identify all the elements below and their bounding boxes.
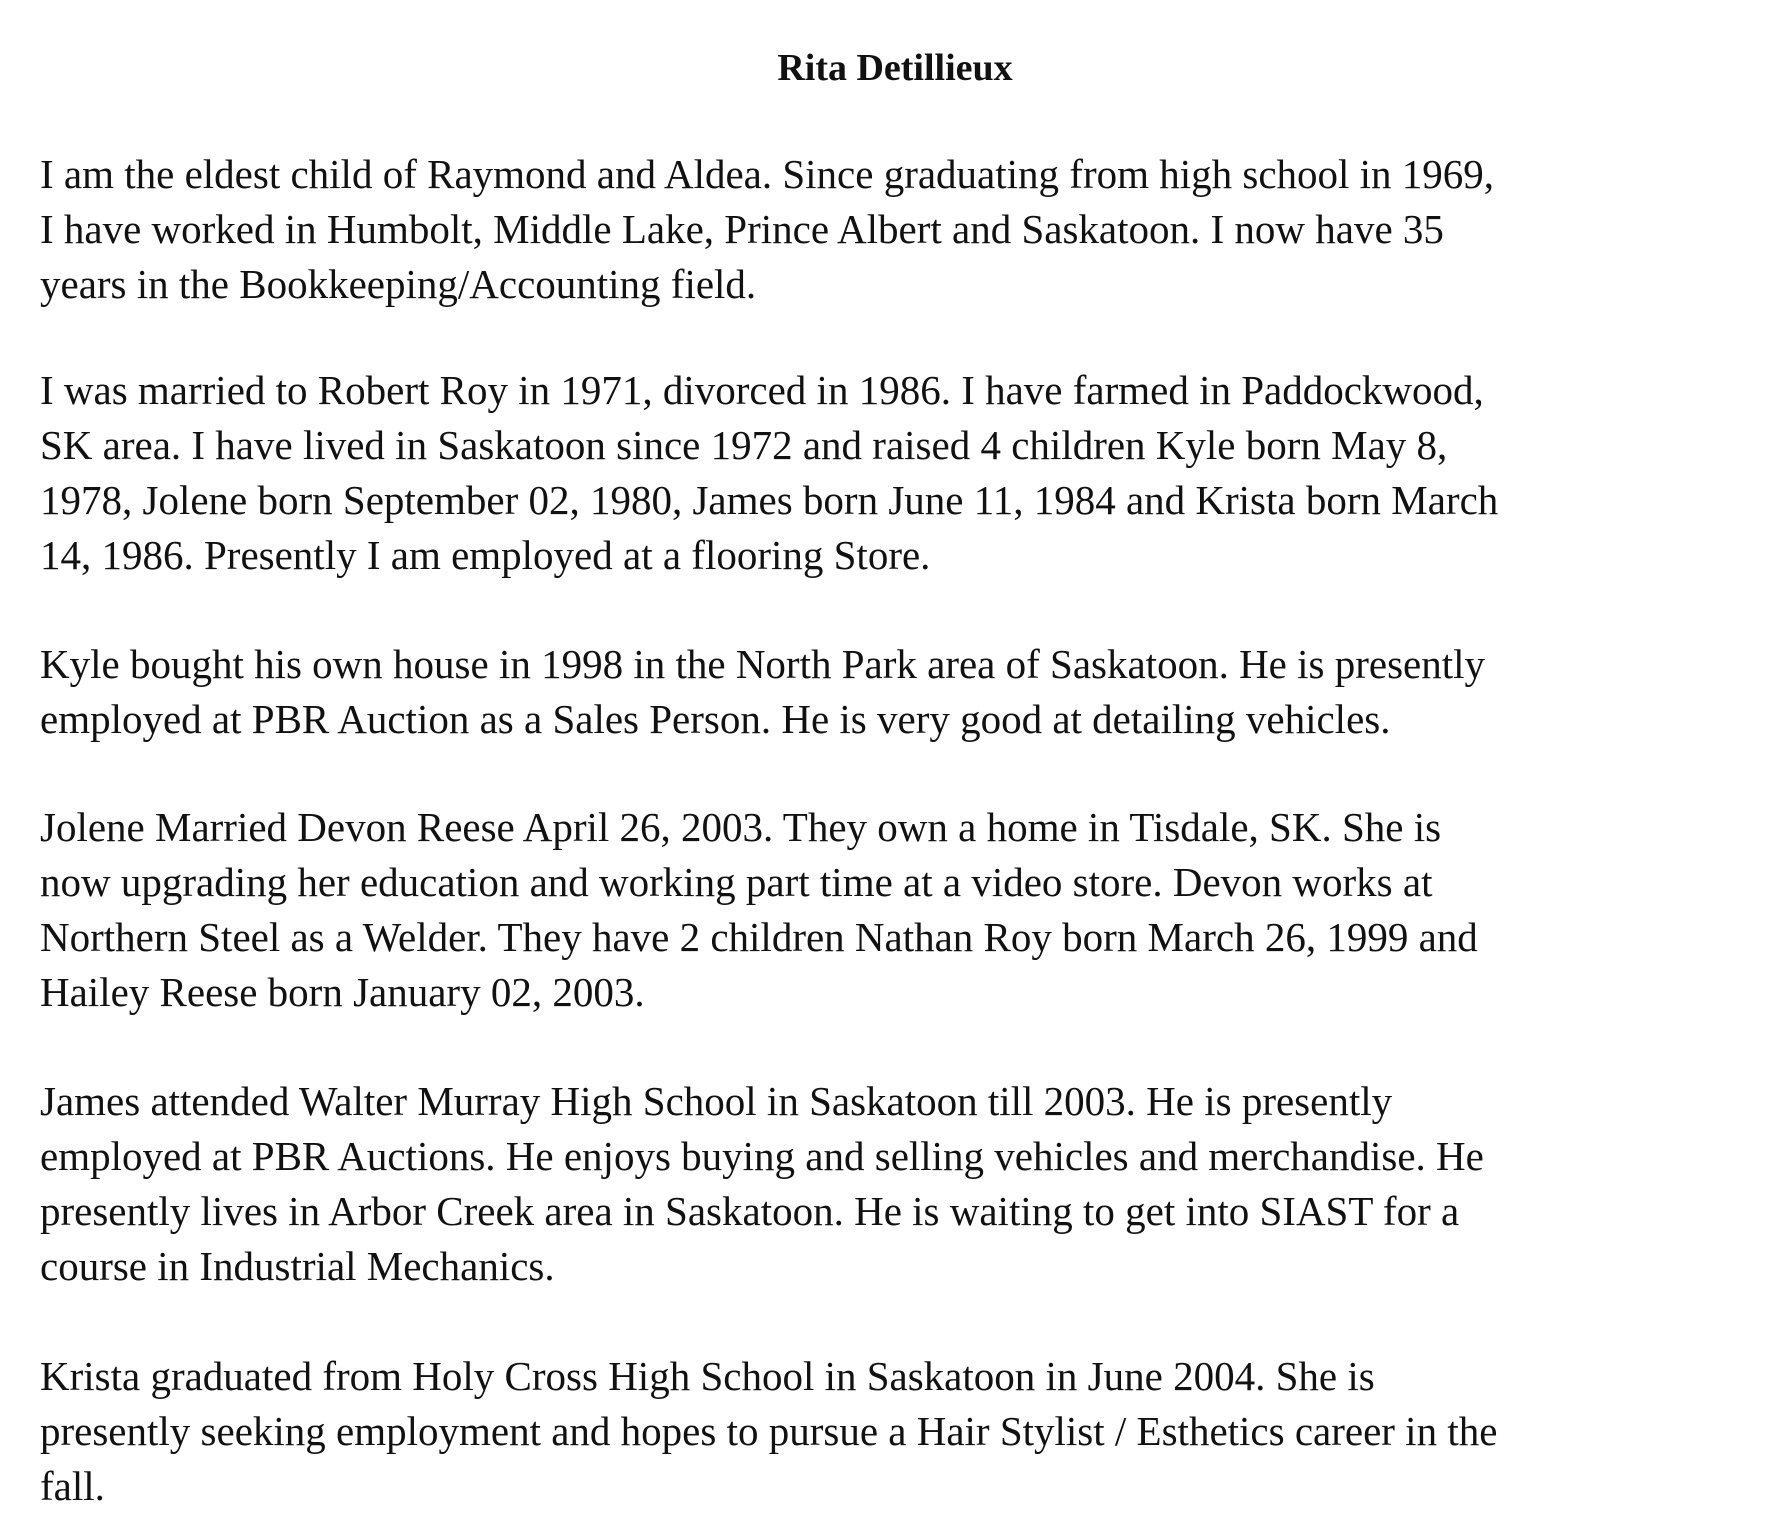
paragraph-eldest-child — [40, 147, 1494, 312]
text-line: Jolene Married Devon Reese April 26, 2003. They own a home in Tisdale, SK. She is — [40, 804, 1442, 850]
text-line: employed at PBR Auctions. He enjoys buying and selling vehicles and merchandise. He — [40, 1133, 1484, 1179]
text-line: Kyle bought his own house in 1998 in the North Park area of Saskatoon. He is presently — [40, 641, 1486, 687]
text-line: Hailey Reese born January 02, 2003. — [40, 969, 645, 1015]
text-line: presently seeking employment and hopes to pursue a Hair Stylist / Esthetics career in the — [40, 1408, 1498, 1454]
text-line: years in the Bookkeeping/Accounting field. — [40, 261, 757, 307]
text-line: 14, 1986. Presently I am employed at a flooring Store. — [40, 532, 931, 578]
text-line: presently lives in Arbor Creek area in Saskatoon. He is waiting to get into SIAST for a — [40, 1188, 1460, 1234]
paragraph-kyle — [40, 637, 1485, 747]
text-line: SK area. I have lived in Saskatoon since 1972 and raised 4 children Kyle born May 8, — [40, 422, 1448, 468]
paragraph-marriage-children — [40, 363, 1498, 583]
text-line: course in Industrial Mechanics. — [40, 1243, 555, 1289]
paragraph-james — [40, 1074, 1484, 1294]
document-title: Rita Detillieux — [777, 47, 1013, 89]
text-line: now upgrading her education and working part time at a video store. Devon works at — [40, 859, 1433, 905]
text-line: I have worked in Humbolt, Middle Lake, Prince Albert and Saskatoon. I now have 35 — [40, 206, 1444, 252]
paragraph-jolene — [40, 800, 1478, 1020]
paragraph-krista — [40, 1349, 1497, 1514]
text-line: employed at PBR Auction as a Sales Person. He is very good at detailing vehicles. — [40, 696, 1391, 742]
text-line: Krista graduated from Holy Cross High School in Saskatoon in June 2004. She is — [40, 1353, 1375, 1399]
text-line: 1978, Jolene born September 02, 1980, James born June 11, 1984 and Krista born March — [40, 477, 1499, 523]
text-line: James attended Walter Murray High School in Saskatoon till 2003. He is presently — [40, 1078, 1393, 1124]
text-line: I am the eldest child of Raymond and Aldea. Since graduating from high school in 1969, — [40, 151, 1495, 197]
text-line: Northern Steel as a Welder. They have 2 children Nathan Roy born March 26, 1999 and — [40, 914, 1478, 960]
text-line: fall. — [40, 1463, 105, 1509]
text-line: I was married to Robert Roy in 1971, divorced in 1986. I have farmed in Paddockwood, — [40, 367, 1484, 413]
